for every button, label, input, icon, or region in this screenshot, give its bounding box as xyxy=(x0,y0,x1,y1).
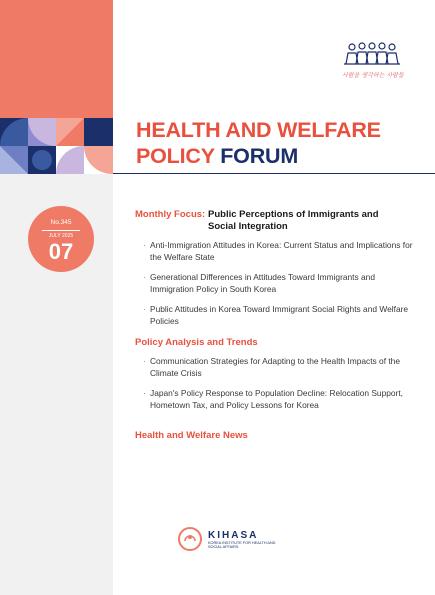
title-line-2 xyxy=(136,143,426,169)
list-item-text: Communication Strategies for Adapting to the Health Impacts of the Climate Crisis xyxy=(150,356,400,378)
monthly-focus-label: Monthly Focus: xyxy=(135,209,206,220)
issue-month: 07 xyxy=(48,239,74,264)
list-item[interactable]: · Communication Strategies for Adapting to the Health Impacts of the Climate Crisis xyxy=(143,356,400,378)
kihasa-emblem-icon xyxy=(176,525,204,553)
title-policy: POLICY xyxy=(136,144,215,168)
cover-color-block xyxy=(0,0,113,118)
list-item-text: Anti-Immigration Attitudes in Korea: Current Status and Implications for the Welfare State xyxy=(150,240,413,262)
list-item-text: Generational Differences in Attitudes Toward Immigrants and Immigration Policy in South Korea xyxy=(150,272,376,294)
title-forum: FORUM xyxy=(220,144,299,168)
issue-badge xyxy=(28,206,94,272)
monthly-focus-title: Public Perceptions of Immigrants and Social Integration xyxy=(208,209,379,232)
issue-date: JULY 2025 xyxy=(48,233,74,239)
issue-number: No.345 xyxy=(50,219,72,226)
people-icon xyxy=(334,40,414,70)
geometric-pattern xyxy=(0,118,113,174)
policy-analysis-list xyxy=(143,356,418,420)
monthly-focus-list xyxy=(143,240,418,336)
publication-title xyxy=(136,117,426,169)
kihasa-subtitle: KOREA INSTITUTE FOR HEALTH AND SOCIAL AFFAIRS xyxy=(208,541,276,550)
title-line-1: HEALTH AND WELFARE xyxy=(136,118,381,142)
header-divider xyxy=(113,173,435,174)
list-item[interactable]: · Generational Differences in Attitudes Toward Immigrants and Immigration Policy in South Korea xyxy=(143,272,376,294)
list-item[interactable]: · Public Attitudes in Korea Toward Immigrant Social Rights and Welfare Policies xyxy=(143,304,409,326)
badge-rule xyxy=(42,230,80,231)
kihasa-name: KIHASA xyxy=(208,530,259,541)
kihasa-logo xyxy=(176,525,306,553)
section-heading-policy-analysis: Policy Analysis and Trends xyxy=(135,337,258,348)
list-item[interactable]: · Anti-Immigration Attitudes in Korea: Current Status and Implications for the Welfare State xyxy=(143,240,413,262)
list-item[interactable]: · Japan's Policy Response to Population Decline: Relocation Support, Hometown Tax, and Policy Lessons for Korea xyxy=(143,388,404,410)
section-heading-news[interactable]: Health and Welfare News xyxy=(135,430,248,441)
list-item-text: Public Attitudes in Korea Toward Immigrant Social Rights and Welfare Policies xyxy=(150,304,409,326)
organization-logo xyxy=(334,40,414,85)
logo-tagline: 사람을 생각하는 사람들 xyxy=(342,72,404,79)
list-item-text: Japan's Policy Response to Population Decline: Relocation Support, Hometown Tax, and Policy Lessons for Korea xyxy=(150,388,404,410)
